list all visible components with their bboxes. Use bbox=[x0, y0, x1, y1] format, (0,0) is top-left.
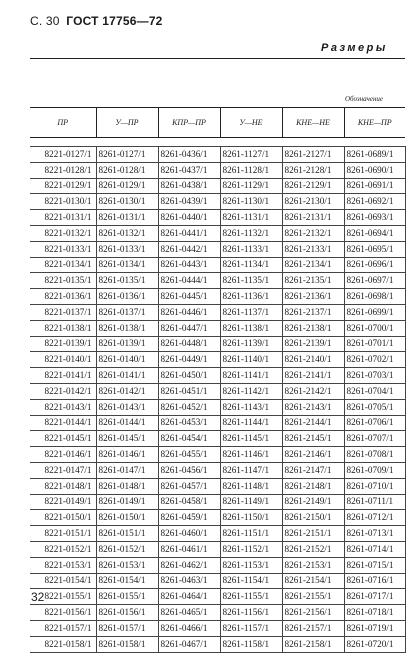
table-cell: 8261-1158/1 bbox=[220, 636, 282, 652]
table-cell: 8261-2151/1 bbox=[282, 526, 344, 542]
table-cell: 8261-0691/1 bbox=[344, 178, 405, 194]
table-cell: 8261-0156/1 bbox=[96, 605, 158, 621]
table-cell: 8261-0131/1 bbox=[96, 210, 158, 226]
table-cell: 8261-0152/1 bbox=[96, 541, 158, 557]
table-row bbox=[30, 510, 405, 526]
column-header: ПР bbox=[30, 107, 96, 138]
table-row bbox=[30, 336, 405, 352]
table-cell: 8261-2150/1 bbox=[282, 510, 344, 526]
table-cell: 8261-1140/1 bbox=[220, 352, 282, 368]
table-cell: 8261-0446/1 bbox=[158, 304, 220, 320]
table-cell: 8261-1156/1 bbox=[220, 605, 282, 621]
table-cell: 8221-0134/1 bbox=[30, 257, 96, 273]
standard-code: ГОСТ 17756—72 bbox=[66, 14, 163, 28]
table-cell: 8261-1133/1 bbox=[220, 241, 282, 257]
table-cell: 8261-0465/1 bbox=[158, 605, 220, 621]
table-cell: 8261-0706/1 bbox=[344, 415, 405, 431]
page-label: С. 30 bbox=[30, 14, 60, 28]
table-row bbox=[30, 494, 405, 510]
table-cell: 8261-0453/1 bbox=[158, 415, 220, 431]
table-cell: 8261-0702/1 bbox=[344, 352, 405, 368]
table-cell: 8261-0144/1 bbox=[96, 415, 158, 431]
table-cell: 8261-0457/1 bbox=[158, 478, 220, 494]
table-cell: 8261-0448/1 bbox=[158, 336, 220, 352]
table-cell: 8261-1145/1 bbox=[220, 431, 282, 447]
table-row bbox=[30, 210, 405, 226]
column-header: У—ПР bbox=[96, 107, 158, 138]
table-cell: 8221-0147/1 bbox=[30, 462, 96, 478]
table-cell: 8261-0155/1 bbox=[96, 589, 158, 605]
table-row bbox=[30, 383, 405, 399]
table-cell: 8261-0133/1 bbox=[96, 241, 158, 257]
table-cell: 8261-2158/1 bbox=[282, 636, 344, 652]
table-cell: 8261-0705/1 bbox=[344, 399, 405, 415]
table-cell: 8261-0444/1 bbox=[158, 273, 220, 289]
table-cell: 8261-2134/1 bbox=[282, 257, 344, 273]
table-row bbox=[30, 431, 405, 447]
table-row bbox=[30, 273, 405, 289]
table-cell: 8221-0144/1 bbox=[30, 415, 96, 431]
table-cell: 8261-0452/1 bbox=[158, 399, 220, 415]
table-cell: 8261-0460/1 bbox=[158, 526, 220, 542]
table-row bbox=[30, 304, 405, 320]
table-cell: 8261-0445/1 bbox=[158, 289, 220, 305]
table-cell: 8261-1146/1 bbox=[220, 447, 282, 463]
table-cell: 8261-0459/1 bbox=[158, 510, 220, 526]
table-cell: 8261-1147/1 bbox=[220, 462, 282, 478]
table-cell: 8261-0715/1 bbox=[344, 557, 405, 573]
table-spacer bbox=[30, 138, 405, 147]
table-cell: 8261-0693/1 bbox=[344, 210, 405, 226]
table-row bbox=[30, 447, 405, 463]
table-cell: 8221-0156/1 bbox=[30, 605, 96, 621]
table-cell: 8221-0128/1 bbox=[30, 162, 96, 178]
table-body bbox=[30, 138, 405, 653]
table-row bbox=[30, 557, 405, 573]
table-cell: 8261-0451/1 bbox=[158, 383, 220, 399]
table-cell: 8261-1139/1 bbox=[220, 336, 282, 352]
table-cell: 8221-0148/1 bbox=[30, 478, 96, 494]
section-title: Размеры bbox=[321, 42, 388, 54]
table-cell: 8261-0443/1 bbox=[158, 257, 220, 273]
table-cell: 8261-0441/1 bbox=[158, 225, 220, 241]
table-header-row bbox=[30, 107, 405, 138]
table-cell: 8261-1150/1 bbox=[220, 510, 282, 526]
table-cell: 8261-0697/1 bbox=[344, 273, 405, 289]
table-cell: 8261-2129/1 bbox=[282, 178, 344, 194]
table-cell: 8261-0436/1 bbox=[158, 147, 220, 163]
table-cell: 8261-2127/1 bbox=[282, 147, 344, 163]
table-row bbox=[30, 320, 405, 336]
table-cell: 8261-0717/1 bbox=[344, 589, 405, 605]
table-cell: 8221-0149/1 bbox=[30, 494, 96, 510]
table-cell: 8261-0708/1 bbox=[344, 447, 405, 463]
table-row bbox=[30, 225, 405, 241]
table-cell: 8261-1137/1 bbox=[220, 304, 282, 320]
table-cell: 8261-0713/1 bbox=[344, 526, 405, 542]
table-cell: 8221-0145/1 bbox=[30, 431, 96, 447]
table-row bbox=[30, 352, 405, 368]
table-row bbox=[30, 620, 405, 636]
table-cell: 8261-0462/1 bbox=[158, 557, 220, 573]
table-cell: 8221-0132/1 bbox=[30, 225, 96, 241]
table-cell: 8261-1151/1 bbox=[220, 526, 282, 542]
table-cell: 8221-0139/1 bbox=[30, 336, 96, 352]
table-cell: 8261-0158/1 bbox=[96, 636, 158, 652]
table-cell: 8221-0130/1 bbox=[30, 194, 96, 210]
table-cell: 8221-0138/1 bbox=[30, 320, 96, 336]
table-cell: 8261-0142/1 bbox=[96, 383, 158, 399]
table-cell: 8261-1132/1 bbox=[220, 225, 282, 241]
table-cell: 8221-0157/1 bbox=[30, 620, 96, 636]
page-number: 32 bbox=[31, 590, 45, 604]
table-cell: 8261-0143/1 bbox=[96, 399, 158, 415]
table-cell: 8261-0450/1 bbox=[158, 368, 220, 384]
table-cell: 8221-0153/1 bbox=[30, 557, 96, 573]
table-cell: 8261-0437/1 bbox=[158, 162, 220, 178]
table-cell: 8261-2146/1 bbox=[282, 447, 344, 463]
table-cell: 8261-1144/1 bbox=[220, 415, 282, 431]
table-cell: 8261-0455/1 bbox=[158, 447, 220, 463]
table-cell: 8221-0142/1 bbox=[30, 383, 96, 399]
table-cell: 8221-0155/1 bbox=[30, 589, 96, 605]
table-row bbox=[30, 478, 405, 494]
table-cell: 8221-0146/1 bbox=[30, 447, 96, 463]
table-cell: 8261-0148/1 bbox=[96, 478, 158, 494]
table-cell: 8261-2149/1 bbox=[282, 494, 344, 510]
table-cell: 8261-2154/1 bbox=[282, 573, 344, 589]
table-cell: 8261-0146/1 bbox=[96, 447, 158, 463]
table-cell: 8261-0137/1 bbox=[96, 304, 158, 320]
table-cell: 8261-0440/1 bbox=[158, 210, 220, 226]
table-cell: 8261-2136/1 bbox=[282, 289, 344, 305]
table-cell: 8261-0696/1 bbox=[344, 257, 405, 273]
table-cell: 8261-0461/1 bbox=[158, 541, 220, 557]
table-cell: 8221-0143/1 bbox=[30, 399, 96, 415]
table-cell: 8221-0150/1 bbox=[30, 510, 96, 526]
table-cell: 8221-0141/1 bbox=[30, 368, 96, 384]
table-cell: 8261-0709/1 bbox=[344, 462, 405, 478]
table-cell: 8261-0128/1 bbox=[96, 162, 158, 178]
table-cell: 8261-0694/1 bbox=[344, 225, 405, 241]
page-header bbox=[30, 14, 163, 28]
table-cell: 8261-1154/1 bbox=[220, 573, 282, 589]
table-cell: 8221-0151/1 bbox=[30, 526, 96, 542]
table-row bbox=[30, 605, 405, 621]
table-cell: 8261-0449/1 bbox=[158, 352, 220, 368]
table-cell: 8261-0157/1 bbox=[96, 620, 158, 636]
table-cell: 8261-2135/1 bbox=[282, 273, 344, 289]
table-cell: 8221-0135/1 bbox=[30, 273, 96, 289]
table-row bbox=[30, 178, 405, 194]
table-cell: 8261-0718/1 bbox=[344, 605, 405, 621]
table-cell: 8261-0140/1 bbox=[96, 352, 158, 368]
table-cell: 8261-1153/1 bbox=[220, 557, 282, 573]
table-cell: 8261-0454/1 bbox=[158, 431, 220, 447]
table-cell: 8261-0707/1 bbox=[344, 431, 405, 447]
column-header: У—НЕ bbox=[220, 107, 282, 138]
table-cell: 8261-0719/1 bbox=[344, 620, 405, 636]
table-row bbox=[30, 368, 405, 384]
table-row bbox=[30, 241, 405, 257]
table-cell: 8261-2137/1 bbox=[282, 304, 344, 320]
table-cell: 8261-0456/1 bbox=[158, 462, 220, 478]
table-cell: 8261-2157/1 bbox=[282, 620, 344, 636]
table-cell: 8261-2140/1 bbox=[282, 352, 344, 368]
table-cell: 8261-1148/1 bbox=[220, 478, 282, 494]
table-cell: 8261-0147/1 bbox=[96, 462, 158, 478]
table-cell: 8221-0136/1 bbox=[30, 289, 96, 305]
designation-label: Обозначение bbox=[345, 95, 384, 103]
column-header: КНЕ—ПР bbox=[344, 107, 405, 138]
table-cell: 8261-1141/1 bbox=[220, 368, 282, 384]
table-cell: 8221-0131/1 bbox=[30, 210, 96, 226]
table-cell: 8261-0151/1 bbox=[96, 526, 158, 542]
table-cell: 8261-0689/1 bbox=[344, 147, 405, 163]
table-cell: 8261-2145/1 bbox=[282, 431, 344, 447]
table-row bbox=[30, 541, 405, 557]
table-cell: 8261-2144/1 bbox=[282, 415, 344, 431]
table-cell: 8261-0463/1 bbox=[158, 573, 220, 589]
table-cell: 8261-0711/1 bbox=[344, 494, 405, 510]
table-cell: 8261-0135/1 bbox=[96, 273, 158, 289]
table-cell: 8261-1152/1 bbox=[220, 541, 282, 557]
table-cell: 8261-0703/1 bbox=[344, 368, 405, 384]
table-cell: 8261-2143/1 bbox=[282, 399, 344, 415]
table-cell: 8261-0132/1 bbox=[96, 225, 158, 241]
table-cell: 8261-0153/1 bbox=[96, 557, 158, 573]
table-cell: 8261-0145/1 bbox=[96, 431, 158, 447]
table-cell: 8261-0129/1 bbox=[96, 178, 158, 194]
table-cell: 8221-0127/1 bbox=[30, 147, 96, 163]
table-cell: 8261-2156/1 bbox=[282, 605, 344, 621]
table-cell: 8261-2153/1 bbox=[282, 557, 344, 573]
table-cell: 8261-2138/1 bbox=[282, 320, 344, 336]
table-row bbox=[30, 636, 405, 652]
table-cell: 8261-0692/1 bbox=[344, 194, 405, 210]
table-cell: 8261-1155/1 bbox=[220, 589, 282, 605]
table-cell: 8261-0127/1 bbox=[96, 147, 158, 163]
table-cell: 8221-0140/1 bbox=[30, 352, 96, 368]
table-cell: 8261-0720/1 bbox=[344, 636, 405, 652]
table-cell: 8261-0695/1 bbox=[344, 241, 405, 257]
table-cell: 8261-1138/1 bbox=[220, 320, 282, 336]
table-cell: 8261-0139/1 bbox=[96, 336, 158, 352]
table-cell: 8261-2141/1 bbox=[282, 368, 344, 384]
table-cell: 8261-0700/1 bbox=[344, 320, 405, 336]
table-cell: 8261-1135/1 bbox=[220, 273, 282, 289]
table-cell: 8261-1130/1 bbox=[220, 194, 282, 210]
table-cell: 8261-0458/1 bbox=[158, 494, 220, 510]
table-cell: 8261-2139/1 bbox=[282, 336, 344, 352]
table-cell: 8261-0150/1 bbox=[96, 510, 158, 526]
table-row bbox=[30, 573, 405, 589]
designation-table bbox=[30, 107, 406, 653]
table-cell: 8261-0442/1 bbox=[158, 241, 220, 257]
table-cell: 8261-1131/1 bbox=[220, 210, 282, 226]
table-cell: 8261-2130/1 bbox=[282, 194, 344, 210]
table-cell: 8261-0154/1 bbox=[96, 573, 158, 589]
table-cell: 8221-0129/1 bbox=[30, 178, 96, 194]
table-cell: 8261-0134/1 bbox=[96, 257, 158, 273]
table-row bbox=[30, 415, 405, 431]
table-cell: 8221-0158/1 bbox=[30, 636, 96, 652]
table-cell: 8221-0154/1 bbox=[30, 573, 96, 589]
table-cell: 8261-2152/1 bbox=[282, 541, 344, 557]
table-cell: 8261-0447/1 bbox=[158, 320, 220, 336]
top-rule bbox=[30, 58, 405, 59]
table-cell: 8261-1134/1 bbox=[220, 257, 282, 273]
table-cell: 8261-0698/1 bbox=[344, 289, 405, 305]
table-cell: 8261-1157/1 bbox=[220, 620, 282, 636]
table-row bbox=[30, 257, 405, 273]
table-cell: 8261-0130/1 bbox=[96, 194, 158, 210]
table-cell: 8261-0141/1 bbox=[96, 368, 158, 384]
table-cell: 8261-1136/1 bbox=[220, 289, 282, 305]
table-cell: 8221-0152/1 bbox=[30, 541, 96, 557]
table-cell: 8261-0136/1 bbox=[96, 289, 158, 305]
table-cell: 8261-0701/1 bbox=[344, 336, 405, 352]
table-cell: 8261-1142/1 bbox=[220, 383, 282, 399]
table-cell: 8261-0714/1 bbox=[344, 541, 405, 557]
table-cell: 8261-2133/1 bbox=[282, 241, 344, 257]
table-cell: 8261-1127/1 bbox=[220, 147, 282, 163]
table-cell: 8261-2142/1 bbox=[282, 383, 344, 399]
table-cell: 8221-0137/1 bbox=[30, 304, 96, 320]
table-cell: 8261-0712/1 bbox=[344, 510, 405, 526]
table-cell: 8261-0439/1 bbox=[158, 194, 220, 210]
table-cell: 8261-0466/1 bbox=[158, 620, 220, 636]
table-cell: 8261-0438/1 bbox=[158, 178, 220, 194]
table-cell: 8261-1149/1 bbox=[220, 494, 282, 510]
table-row bbox=[30, 194, 405, 210]
table-cell: 8261-0464/1 bbox=[158, 589, 220, 605]
table-cell: 8261-0467/1 bbox=[158, 636, 220, 652]
table-cell: 8221-0133/1 bbox=[30, 241, 96, 257]
table-cell: 8261-2147/1 bbox=[282, 462, 344, 478]
table-cell: 8261-2155/1 bbox=[282, 589, 344, 605]
table-cell: 8261-0149/1 bbox=[96, 494, 158, 510]
table-row bbox=[30, 147, 405, 163]
table-row bbox=[30, 526, 405, 542]
table-cell: 8261-0716/1 bbox=[344, 573, 405, 589]
column-header: КНЕ—НЕ bbox=[282, 107, 344, 138]
table-cell: 8261-2148/1 bbox=[282, 478, 344, 494]
table-cell: 8261-0699/1 bbox=[344, 304, 405, 320]
table-cell: 8261-0138/1 bbox=[96, 320, 158, 336]
table-cell: 8261-0704/1 bbox=[344, 383, 405, 399]
table-cell: 8261-2128/1 bbox=[282, 162, 344, 178]
table-row bbox=[30, 589, 405, 605]
table-row bbox=[30, 462, 405, 478]
table-cell: 8261-0710/1 bbox=[344, 478, 405, 494]
table-cell: 8261-0690/1 bbox=[344, 162, 405, 178]
table-row bbox=[30, 162, 405, 178]
table-cell: 8261-2132/1 bbox=[282, 225, 344, 241]
table-cell: 8261-1143/1 bbox=[220, 399, 282, 415]
table-cell: 8261-2131/1 bbox=[282, 210, 344, 226]
table-cell: 8261-1129/1 bbox=[220, 178, 282, 194]
table-row bbox=[30, 289, 405, 305]
table-cell: 8261-1128/1 bbox=[220, 162, 282, 178]
column-header: КПР—ПР bbox=[158, 107, 220, 138]
table-row bbox=[30, 399, 405, 415]
